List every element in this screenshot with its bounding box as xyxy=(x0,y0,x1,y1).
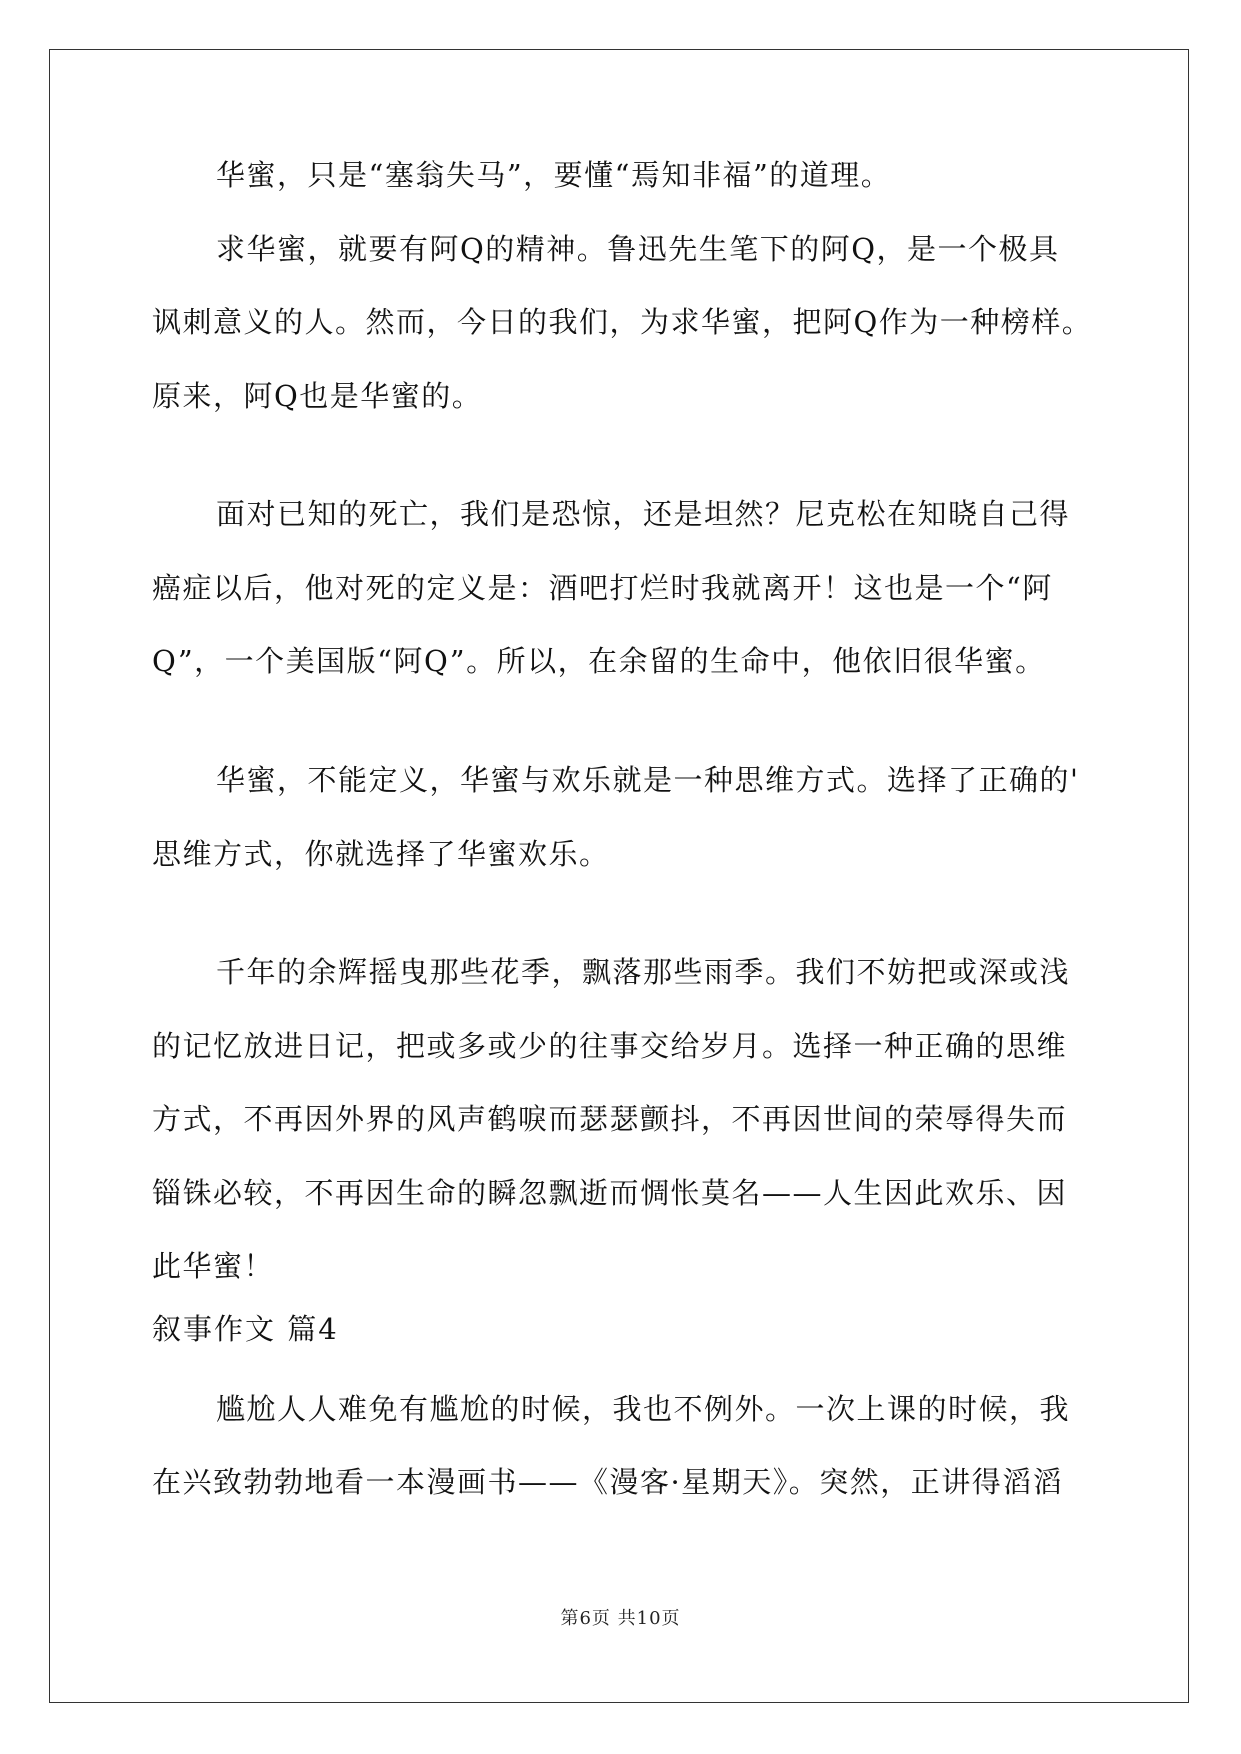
text-line: 千年的余辉摇曳那些花季，飘落那些雨季。我们不妨把或深或浅 xyxy=(216,955,1071,989)
text-line: 面对已知的死亡，我们是恐惊，还是坦然？尼克松在知晓自己得 xyxy=(216,497,1071,531)
text-line: 华蜜，不能定义，华蜜与欢乐就是一种思维方式。选择了正确的' xyxy=(216,763,1080,797)
text-line: 求华蜜，就要有阿Q的精神。鲁迅先生笔下的阿Q，是一个极具 xyxy=(216,232,1060,266)
text-line: 的记忆放进日记，把或多或少的往事交给岁月。选择一种正确的思维 xyxy=(152,1029,1068,1063)
text-line: 此华蜜！ xyxy=(152,1249,275,1283)
text-line: 原来，阿Q也是华蜜的。 xyxy=(152,379,483,413)
text-line: 思维方式，你就选择了华蜜欢乐。 xyxy=(152,837,610,871)
text-line: 锱铢必较，不再因生命的瞬忽飘逝而惆怅莫名——人生因此欢乐、因 xyxy=(152,1176,1068,1210)
text-line: 尴尬人人难免有尴尬的时候，我也不例外。一次上课的时候，我 xyxy=(216,1392,1071,1426)
text-line: 华蜜，只是“塞翁失马”，要懂“焉知非福”的道理。 xyxy=(216,158,892,192)
page-border xyxy=(49,49,1189,1703)
page-number-footer: 第6页 共10页 xyxy=(560,1608,681,1629)
text-line: 在兴致勃勃地看一本漫画书——《漫客·星期天》。突然，正讲得滔滔 xyxy=(152,1465,1064,1499)
text-line: 讽刺意义的人。然而，今日的我们，为求华蜜，把阿Q作为一种榜样。 xyxy=(152,305,1093,339)
text-line: 癌症以后，他对死的定义是：酒吧打烂时我就离开！这也是一个“阿 xyxy=(152,571,1053,605)
text-line: 方式，不再因外界的风声鹤唳而瑟瑟颤抖，不再因世间的荣辱得失而 xyxy=(152,1102,1068,1136)
text-line: Q”，一个美国版“阿Q”。所以，在余留的生命中，他依旧很华蜜。 xyxy=(152,644,1046,678)
section-heading: 叙事作文 篇4 xyxy=(152,1312,339,1346)
